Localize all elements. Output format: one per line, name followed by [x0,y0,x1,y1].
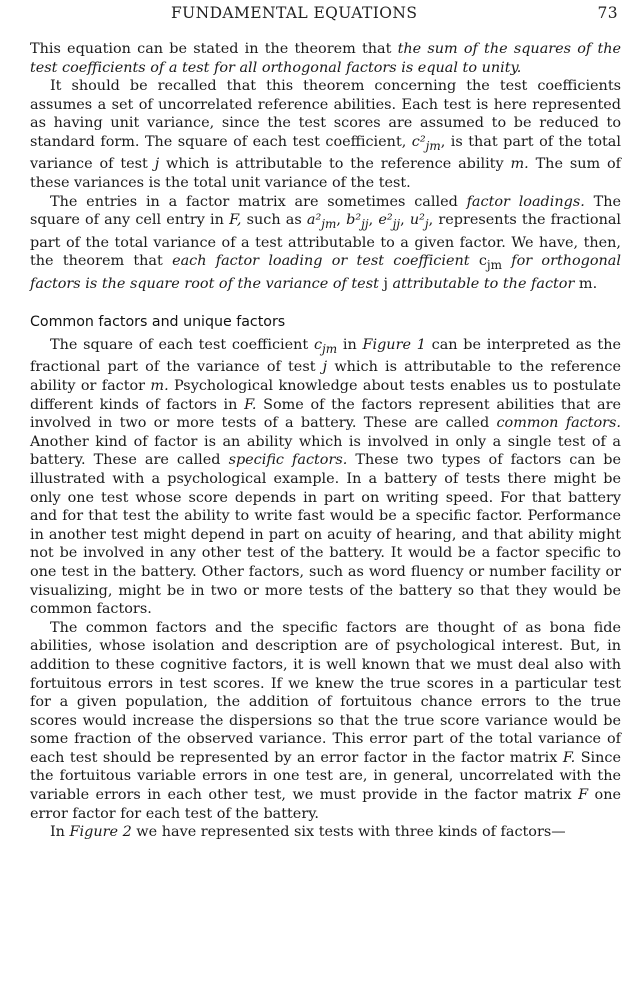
paragraph-figure-two-intro [30,823,621,842]
text-run: , is that part of the total variance of test [30,133,621,173]
text-run: These two types of factors can be illustrated with a psychological example. In a battery of tests there might be only one test whose score depends in part on writing speed. For that battery and for that test the ability to write fast would be a specific factor. Performance in another test might depend in part on acuity of hearing, and that ability might not be involved in any other test of the battery. It would be a factor specific to one test in the battery. Other factors, such as word fluency or number facility or visualizing, might be in two or more tests of the battery so that they would be common factors. [30,452,621,618]
text-run: Another kind of factor is an ability which is involved in only a single test of a battery. These are called [30,433,621,469]
math-symbol: j [322,359,328,376]
text-run: Some of the factors represent abilities that are involved in two or more tests of a battery. These are called [30,396,621,432]
emphasis: common factors. [496,415,621,432]
math-symbol: j [378,275,393,292]
text-run: which is attributable to the reference ability [159,156,511,173]
text-run: such as [241,212,307,229]
math-symbol: j [154,156,160,173]
text-run: The sum of these variances is the total unit variance of the test. [30,156,621,192]
math-symbol: F. [562,749,576,766]
text-run: It should be recalled that this theorem concerning the test coefficients assumes a set of uncorrelated reference abilities. Each test is here represented as having unit variance, since the test scores are assumed to be reduced to standard form. The square of each test coefficient, [30,78,621,150]
text-run: can be interpreted as the fractional part of the variance of test [30,336,621,376]
text-run: , [400,212,410,229]
page-number: 73 [597,4,618,22]
math-symbol: e² [378,212,393,229]
text-run: In [50,824,70,841]
math-subscript: jm [486,258,502,273]
text-run: we have represented six tests with three kinds of factors— [131,824,566,841]
math-symbol: F [578,787,589,804]
paragraph-uncorrelated-abilities [30,77,621,192]
emphasis: the sum of the squares of the test coefficients of a test for all orthogonal factors is equal to unity. [30,41,622,76]
math-symbol: b² [346,212,362,229]
text-run: The square of any cell entry in [30,193,621,229]
text-run: one error factor for each test of the battery. [30,787,621,822]
math-subscript: jj [392,217,401,232]
emphasis: for orthogonal factors is the square root of the variance of test [30,253,621,292]
paragraph-theorem-statement [30,40,621,77]
math-subscript: jj [361,217,369,232]
math-symbol: m. [510,156,529,173]
running-title: FUNDAMENTAL EQUATIONS [171,4,418,22]
math-subscript: jm [322,341,338,356]
math-symbol: u² [409,212,425,229]
math-symbol: F, [229,212,242,229]
math-symbol: c² [411,133,426,150]
emphasis: factor loadings. [466,193,585,210]
text-run: , represents the fractional part of the total variance of a test attributable to a given factor. We have, then, the theorem that [30,212,622,270]
math-symbol: a² [306,212,322,229]
text-run: , [368,212,379,229]
text-run: This equation can be stated in the theorem that [30,41,398,57]
body-text [30,40,621,842]
emphasis: specific factors. [228,452,348,469]
text-run: Psychological knowledge about tests enables us to postulate different kinds of factors in [30,378,621,413]
emphasis: attributable to the factor [392,275,575,292]
paragraph-common-specific-factors [30,336,621,619]
math-subscript: jm [425,138,441,153]
text-run: in [337,336,363,353]
paragraph-error-factors [30,619,621,824]
math-subscript: jm [321,217,337,232]
math-subscript: j [424,217,429,232]
section-heading: Common factors and unique factors [30,314,286,331]
text-run: The common factors and the specific factors are thought of as bona fide abilities, whose isolation and description are of psychological interest. But, in addition to these cognitive factors, it is well known that we must deal also with fortuitous errors in test scores. If we knew the true scores in a particular test for a given population, the addition of fortuitous chance errors to the true scores would increase the dispersions so that the true score variance would be some fraction of the observed variance. This error part of the total variance of each test should be represented by an error factor in the factor matrix [30,619,621,766]
math-symbol: c [313,336,322,353]
figure-reference: Figure 2 [69,824,132,841]
math-symbol: m. [574,275,598,292]
text-run: , [336,212,347,229]
text-run: The square of each test coefficient [50,336,314,353]
running-header [30,4,621,26]
math-symbol: c [469,253,487,270]
math-symbol: m. [150,378,169,394]
figure-reference: Figure 1 [362,336,426,353]
emphasis: each factor loading or test coefficient [172,253,470,270]
math-symbol: F. [244,396,257,413]
text-run: Since the fortuitous variable errors in one test are, in general, uncorrelated with the variable errors in each other test, we must provide in the factor matrix [30,749,621,804]
text-run: which is attributable to the reference ability or factor [30,359,621,394]
text-run: The entries in a factor matrix are sometimes called [50,193,467,210]
paragraph-factor-loadings [30,193,621,294]
